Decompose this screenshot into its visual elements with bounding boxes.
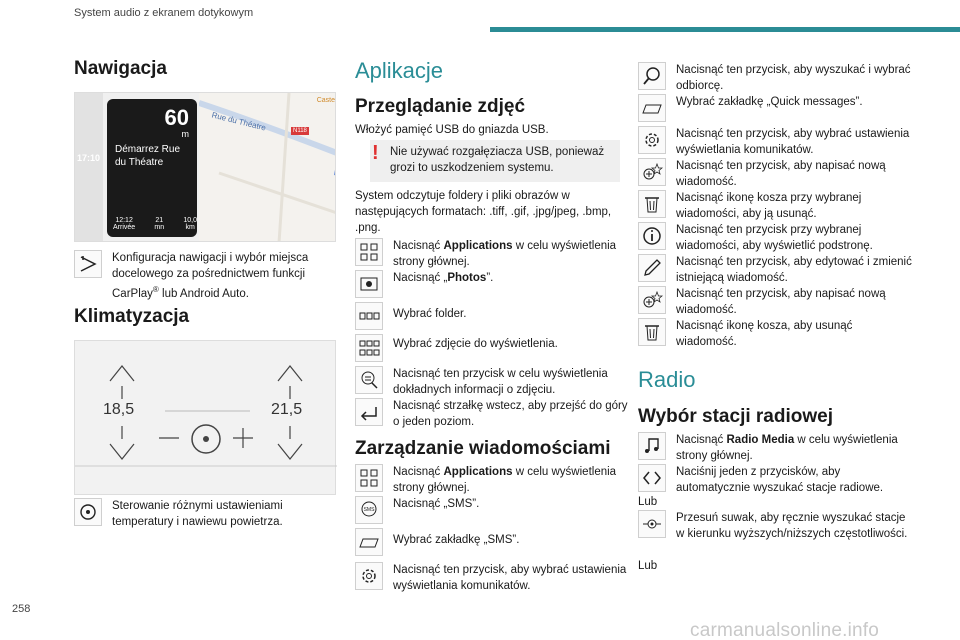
right-step-7-text: Nacisnąć ten przycisk, aby edytować i zmienić istniejącą wiadomość. bbox=[676, 256, 912, 284]
prev-next-chevron-icon bbox=[638, 464, 666, 492]
new-message-icon bbox=[638, 286, 666, 314]
photo-step-4-text: Wybrać zdjęcie do wyświetlenia. bbox=[393, 338, 558, 350]
temp-left: 18,5 bbox=[103, 401, 135, 418]
photo-step-6-text: Nacisnąć strzałkę wstecz, aby przejść do góry o jeden poziom. bbox=[393, 400, 628, 428]
photo-step-3-text: Wybrać folder. bbox=[393, 308, 467, 320]
messages-heading: Zarządzanie wiadomościami bbox=[355, 438, 611, 459]
svg-text:SMS: SMS bbox=[363, 507, 375, 513]
applications-grid-icon bbox=[355, 464, 383, 492]
photo-step-1-text: Nacisnąć Applications w celu wyświetlenia strony głównej. bbox=[393, 240, 617, 268]
edit-pencil-icon bbox=[638, 254, 666, 282]
nav-instruction-card bbox=[107, 99, 197, 237]
folder-list-icon bbox=[355, 302, 383, 330]
nav-street: Démarrez Rue du Théatre bbox=[115, 144, 181, 168]
nav-map bbox=[199, 93, 336, 242]
right-step-2-text: Wybrać zakładkę „Quick messages”. bbox=[676, 96, 863, 108]
right-step-8-text: Nacisnąć ten przycisk, aby napisać nową wiadomość. bbox=[676, 288, 886, 316]
apps-heading: Aplikacje bbox=[355, 58, 444, 83]
formats-text: System odczytuje foldery i pliki obrazów w następujących formatach: .tiff, .gif, .jpg/jpeg, .bmp, .png. bbox=[355, 190, 612, 234]
radio-heading: Radio bbox=[638, 367, 696, 392]
road-tag-badge: N118 bbox=[293, 128, 307, 134]
page-number: 258 bbox=[12, 603, 31, 615]
header-accent-bar bbox=[490, 27, 960, 32]
right-step-5-text: Nacisnąć ikonę kosza przy wybranej wiadomości, aby ją usunąć. bbox=[676, 192, 862, 220]
new-message-icon bbox=[638, 158, 666, 186]
thumbnail-grid-icon bbox=[355, 334, 383, 362]
nav-eta-min: 21 mn bbox=[154, 217, 165, 231]
nav-distance-unit: m bbox=[181, 129, 189, 139]
nav-clock: 17:10 bbox=[77, 153, 101, 163]
right-step-1-text: Nacisnąć ten przycisk, aby wyszukać i wybrać odbiorcę. bbox=[676, 64, 911, 92]
nav-eta bbox=[113, 217, 197, 231]
music-note-icon bbox=[638, 432, 666, 460]
usb-warning-text: Nie używać rozgałęziacza USB, ponieważ grozi to uszkodzeniem systemu. bbox=[390, 146, 605, 174]
trash-icon bbox=[638, 318, 666, 346]
settings-gear-icon bbox=[638, 126, 666, 154]
applications-grid-icon bbox=[355, 238, 383, 266]
right-step-3-text: Nacisnąć ten przycisk, aby wybrać ustawienia wyświetlania komunikatów. bbox=[676, 128, 910, 156]
right-step-4-text: Nacisnąć ten przycisk, aby napisać nową wiadomość. bbox=[676, 160, 886, 188]
nav-distance: 60 bbox=[164, 105, 189, 130]
navigation-arrow-icon bbox=[74, 250, 102, 278]
photo-step-2-text: Nacisnąć „Photos”. bbox=[393, 272, 494, 284]
warning-icon: ! bbox=[372, 142, 379, 164]
msg-step-2-text: Nacisnąć „SMS”. bbox=[393, 498, 480, 510]
right-step-6-text: Nacisnąć ten przycisk przy wybranej wiadomości, aby wyświetlić podstronę. bbox=[676, 224, 873, 252]
page-header-title: System audio z ekranem dotykowym bbox=[74, 7, 254, 19]
right-step-9-text: Nacisnąć ikonę kosza, aby usunąć wiadomość. bbox=[676, 320, 853, 348]
photo-step-5-text: Nacisnąć ten przycisk w celu wyświetlenia dokładnych informacji o zdjęciu. bbox=[393, 368, 608, 396]
lub-label-2: Lub bbox=[638, 560, 658, 572]
lub-label-1: Lub bbox=[638, 496, 658, 508]
station-step-1-text: Nacisnąć Radio Media w celu wyświetlenia strony głównej. bbox=[676, 434, 898, 462]
photos-icon bbox=[355, 270, 383, 298]
nav-description: Konfiguracja nawigacji i wybór miejsca docelowego za pośrednictwem funkcji CarPlay® lub Android Auto. bbox=[112, 252, 309, 300]
station-step-3-text: Przesuń suwak, aby ręcznie wyszukać stacje w kierunku wyższych/niższych częstotliwości. bbox=[676, 512, 908, 540]
nav-map-corner-label: Caste bbox=[316, 97, 335, 104]
tab-icon bbox=[638, 94, 666, 122]
temp-right: 21,5 bbox=[271, 401, 303, 418]
watermark-text: carmanualsonline.info bbox=[690, 620, 880, 640]
trash-icon bbox=[638, 190, 666, 218]
settings-gear-icon bbox=[355, 562, 383, 590]
info-icon bbox=[638, 222, 666, 250]
climate-screenshot bbox=[74, 340, 336, 495]
msg-step-3-text: Wybrać zakładkę „SMS”. bbox=[393, 534, 520, 546]
photos-heading: Przeglądanie zdjęć bbox=[355, 96, 526, 117]
msg-step-1-text: Nacisnąć Applications w celu wyświetlenia strony głównej. bbox=[393, 466, 617, 494]
nav-sidebar bbox=[75, 93, 103, 242]
fan-icon bbox=[74, 498, 102, 526]
usb-warning-box bbox=[370, 140, 620, 182]
frequency-slider-icon bbox=[638, 510, 666, 538]
search-icon bbox=[638, 62, 666, 90]
info-detail-icon bbox=[355, 366, 383, 394]
msg-step-4-text: Nacisnąć ten przycisk, aby wybrać ustawienia wyświetlania komunikatów. bbox=[393, 564, 627, 592]
tab-icon bbox=[355, 528, 383, 556]
climate-description: Sterowanie różnymi ustawieniami temperatury i nawiewu powietrza. bbox=[112, 500, 283, 528]
navigation-screenshot bbox=[74, 92, 336, 242]
climate-heading: Klimatyzacja bbox=[74, 306, 190, 327]
nav-eta-time: 12:12 Arrivée bbox=[113, 217, 136, 231]
station-step-2-text: Naciśnij jeden z przycisków, aby automatycznie wyszukać stacje radiowe. bbox=[676, 466, 884, 494]
photos-intro: Włożyć pamięć USB do gniazda USB. bbox=[355, 124, 549, 136]
nav-eta-km: 10,0 km bbox=[183, 217, 197, 231]
station-heading: Wybór stacji radiowej bbox=[638, 406, 833, 427]
sms-icon bbox=[355, 496, 383, 524]
nav-map-street-label: Rue du Théatre bbox=[210, 110, 267, 133]
nav-heading: Nawigacja bbox=[74, 58, 167, 79]
back-arrow-icon bbox=[355, 398, 383, 426]
